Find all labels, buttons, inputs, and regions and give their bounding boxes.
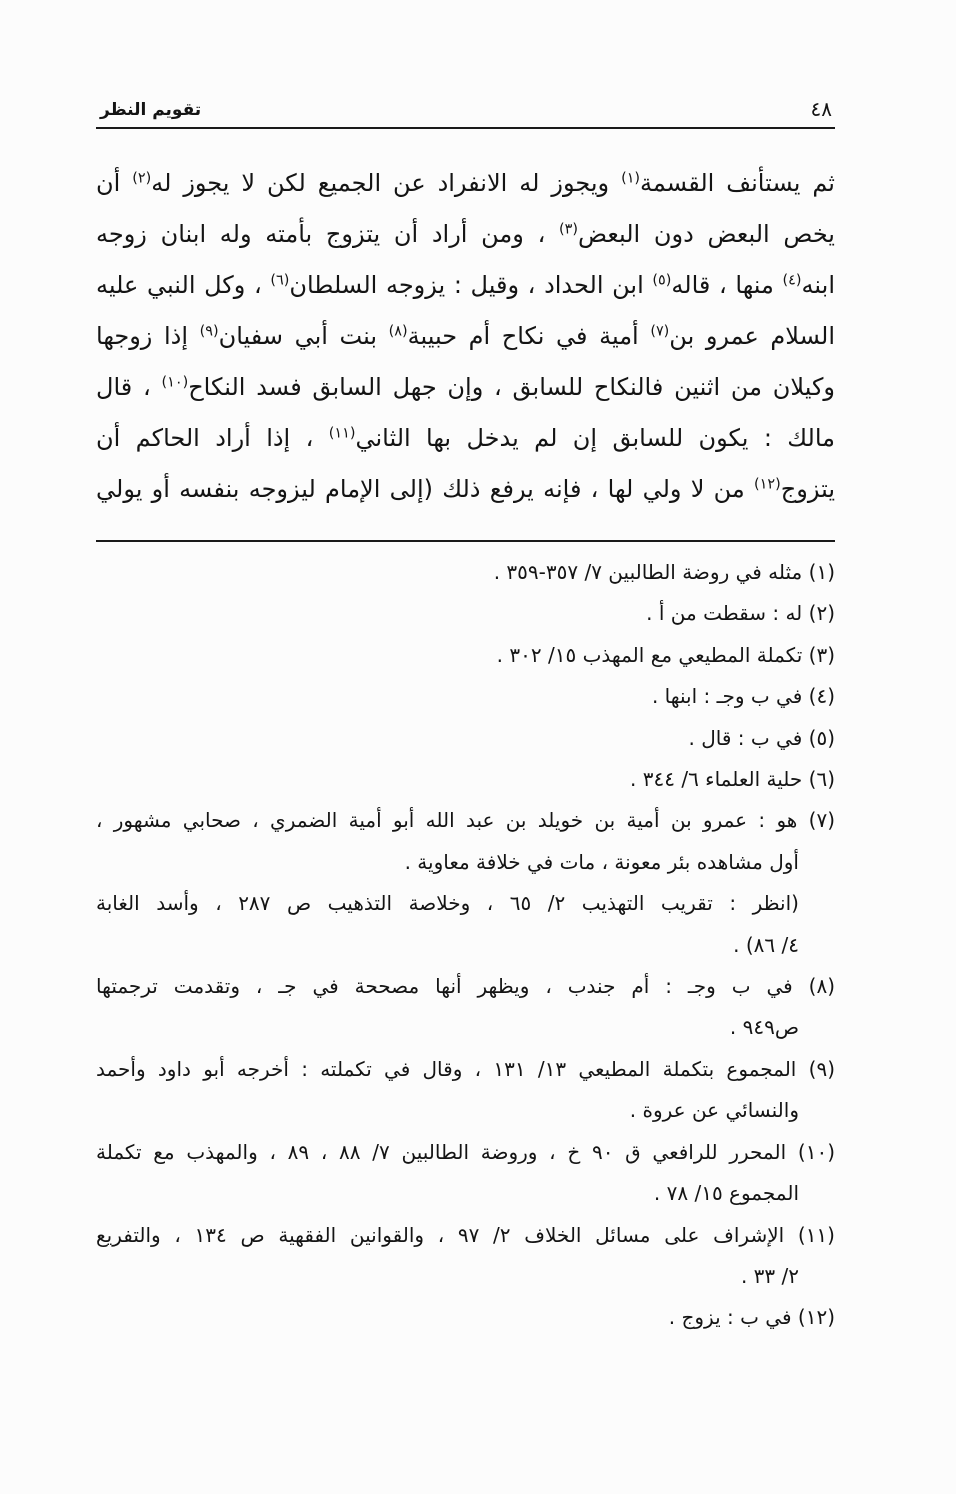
body-text-segment: ويجوز له الانفراد عن الجميع لكن لا يجوز له — [151, 169, 610, 197]
footnote-ref: (٩) — [199, 323, 219, 340]
footnote-ref: (١) — [621, 170, 641, 187]
body-text-segment: يخص البعض دون البعض — [578, 220, 835, 248]
footnote-1 — [96, 552, 835, 593]
body-line — [96, 260, 835, 311]
footnote-text: هو : عمرو بن أمية بن خويلد بن عبد الله أبو أمية الضمري ، صحابي مشهور ، — [96, 808, 798, 833]
footnote-line — [96, 635, 835, 676]
footnote-line — [96, 1215, 835, 1256]
footnote-ref: (١٢) — [754, 476, 781, 493]
body-text-segment: أن — [96, 169, 121, 197]
footnote-number: (٧) — [808, 808, 835, 833]
footnote-text: حلية العلماء ٦/ ٣٤٤ . — [630, 767, 803, 792]
footnote-text: الإشراف على مسائل الخلاف ٢/ ٩٧ ، والقوانين الفقهية ص ١٣٤ ، والتفريع — [96, 1222, 785, 1247]
body-text-segment: السلام عمرو بن — [669, 322, 836, 350]
footnote-text: والنسائي عن عروة . — [629, 1098, 799, 1123]
footnote-number: (١٠) — [797, 1139, 835, 1164]
body-text-segment: ، ومن أراد أن يتزوج بأمته وله ابنان زوجه — [96, 220, 546, 248]
footnote-line — [96, 1297, 835, 1338]
running-title: تقويم النظر — [100, 100, 202, 120]
body-text-segment: يتزوج — [780, 475, 835, 503]
footnote-line — [96, 718, 835, 759]
body-text-segment: ، قال — [96, 373, 151, 401]
body-text-segment: بنت أبي سفيان — [218, 322, 378, 350]
footnote-11 — [96, 1215, 835, 1298]
footnote-8 — [96, 966, 835, 1049]
footnote-number: (٨) — [808, 974, 835, 999]
footnote-text: تكملة المطيعي مع المهذب ١٥/ ٣٠٢ . — [496, 642, 803, 667]
main-text — [96, 158, 835, 515]
footnote-line — [96, 1256, 835, 1297]
footnote-line — [96, 883, 835, 924]
footnote-number: (٣) — [808, 642, 835, 667]
footnote-number: (٥) — [808, 725, 835, 750]
footnote-line — [96, 593, 835, 634]
body-line — [96, 158, 835, 209]
footnote-text: ص٩٤٩ . — [729, 1015, 799, 1040]
footnote-text: (انظر : تقريب التهذيب ٢/ ٦٥ ، وخلاصة التذهيب ص ٢٨٧ ، وأسد الغابة — [96, 891, 799, 916]
footnote-line — [96, 1173, 835, 1214]
footnote-7 — [96, 800, 835, 966]
body-line — [96, 362, 835, 413]
footnote-3 — [96, 635, 835, 676]
footnote-ref: (٥) — [652, 272, 672, 289]
footnote-6 — [96, 759, 835, 800]
footnote-line — [96, 925, 835, 966]
footnote-9 — [96, 1049, 835, 1132]
body-text-segment: ، وكل النبي عليه — [96, 271, 262, 299]
footnote-text: له : سقطت من أ . — [646, 601, 803, 626]
footnote-10 — [96, 1132, 835, 1215]
footnote-text: في ب : يزوج . — [668, 1305, 792, 1330]
body-text-segment: ثم يستأنف القسمة — [640, 169, 835, 197]
footnote-ref: (٨) — [388, 323, 408, 340]
footnote-number: (٦) — [808, 767, 835, 792]
footnote-line — [96, 1090, 835, 1131]
body-text-segment: من لا ولي لها ، فإنه يرفع ذلك (إلى الإمام ليزوجه بنفسه أو يولي — [96, 475, 745, 503]
body-text-segment: ، إذا أراد الحاكم أن — [96, 424, 314, 452]
footnote-line — [96, 552, 835, 593]
footnotes — [96, 552, 835, 1339]
footnote-ref: (١٠) — [161, 374, 189, 391]
footnote-line — [96, 1049, 835, 1090]
footnote-text: أول مشاهده بئر معونة ، مات في خلافة معاوية . — [404, 849, 799, 874]
footnote-2 — [96, 593, 835, 634]
footnote-number: (١) — [808, 560, 835, 584]
footnote-12 — [96, 1297, 835, 1338]
body-text-segment: ابن الحداد ، وقيل : يزوجه السلطان — [289, 271, 644, 299]
footnote-ref: (٧) — [650, 323, 670, 340]
footnote-ref: (١١) — [328, 425, 356, 442]
footnote-line — [96, 800, 835, 841]
footnote-ref: (٤) — [782, 272, 802, 289]
footnote-number: (١٢) — [797, 1305, 835, 1330]
footnote-text: ٤/ ٨٦) . — [733, 932, 799, 957]
body-text-segment: ابنه — [801, 271, 835, 299]
footnote-line — [96, 676, 835, 717]
footnote-number: (١١) — [797, 1222, 835, 1247]
body-text-segment: مالك : يكون للسابق إن لم يدخل بها الثاني — [355, 424, 835, 452]
footnote-5 — [96, 718, 835, 759]
footnote-text: في ب وجـ : ابنها . — [651, 684, 803, 709]
body-line — [96, 311, 835, 362]
body-text-segment: منها ، قاله — [671, 271, 774, 299]
footnote-text: المحرر للرافعي ق ٩٠ خ ، وروضة الطالبين ٧/ ٨٨ ، ٨٩ ، والمهذب مع تكملة — [96, 1139, 787, 1164]
footnote-number: (٢) — [808, 601, 835, 626]
body-line — [96, 464, 835, 515]
body-text-segment: أمية في نكاح أم حبيبة — [407, 322, 639, 350]
footnote-separator — [96, 540, 835, 542]
footnote-number: (٤) — [808, 684, 835, 709]
footnote-number: (٩) — [808, 1056, 835, 1081]
footnote-4 — [96, 676, 835, 717]
footnote-text: المجموع بتكملة المطيعي ١٣/ ١٣١ ، وقال في تكملته : أخرجه أبو داود وأحمد — [96, 1056, 797, 1081]
footnote-text: مثله في روضة الطالبين ٧/ ٣٥٧-٣٥٩ . — [493, 560, 803, 584]
body-text-segment: إذا زوجها — [96, 322, 188, 350]
footnote-line — [96, 966, 835, 1007]
body-text-segment: وكيلان من اثنين فالنكاح للسابق ، وإن جهل السابق فسد النكاح — [188, 373, 835, 401]
footnote-text: ٢/ ٣٣ . — [740, 1263, 799, 1288]
page-number: ٤٨ — [810, 97, 832, 121]
footnote-line — [96, 1007, 835, 1048]
footnote-ref: (٢) — [132, 170, 152, 187]
body-line — [96, 209, 835, 260]
footnote-line — [96, 1132, 835, 1173]
footnote-line — [96, 842, 835, 883]
footnote-text: في ب وجـ : أم جندب ، ويظهر أنها مصححة في جـ ، وتقدمت ترجمتها — [96, 974, 793, 999]
footnote-ref: (٦) — [270, 272, 290, 289]
footnote-ref: (٣) — [559, 221, 579, 238]
body-line — [96, 413, 835, 464]
footnote-line — [96, 759, 835, 800]
header-rule — [96, 127, 835, 129]
footnote-text: المجموع ١٥/ ٧٨ . — [653, 1181, 799, 1206]
footnote-text: في ب : قال . — [688, 725, 803, 750]
